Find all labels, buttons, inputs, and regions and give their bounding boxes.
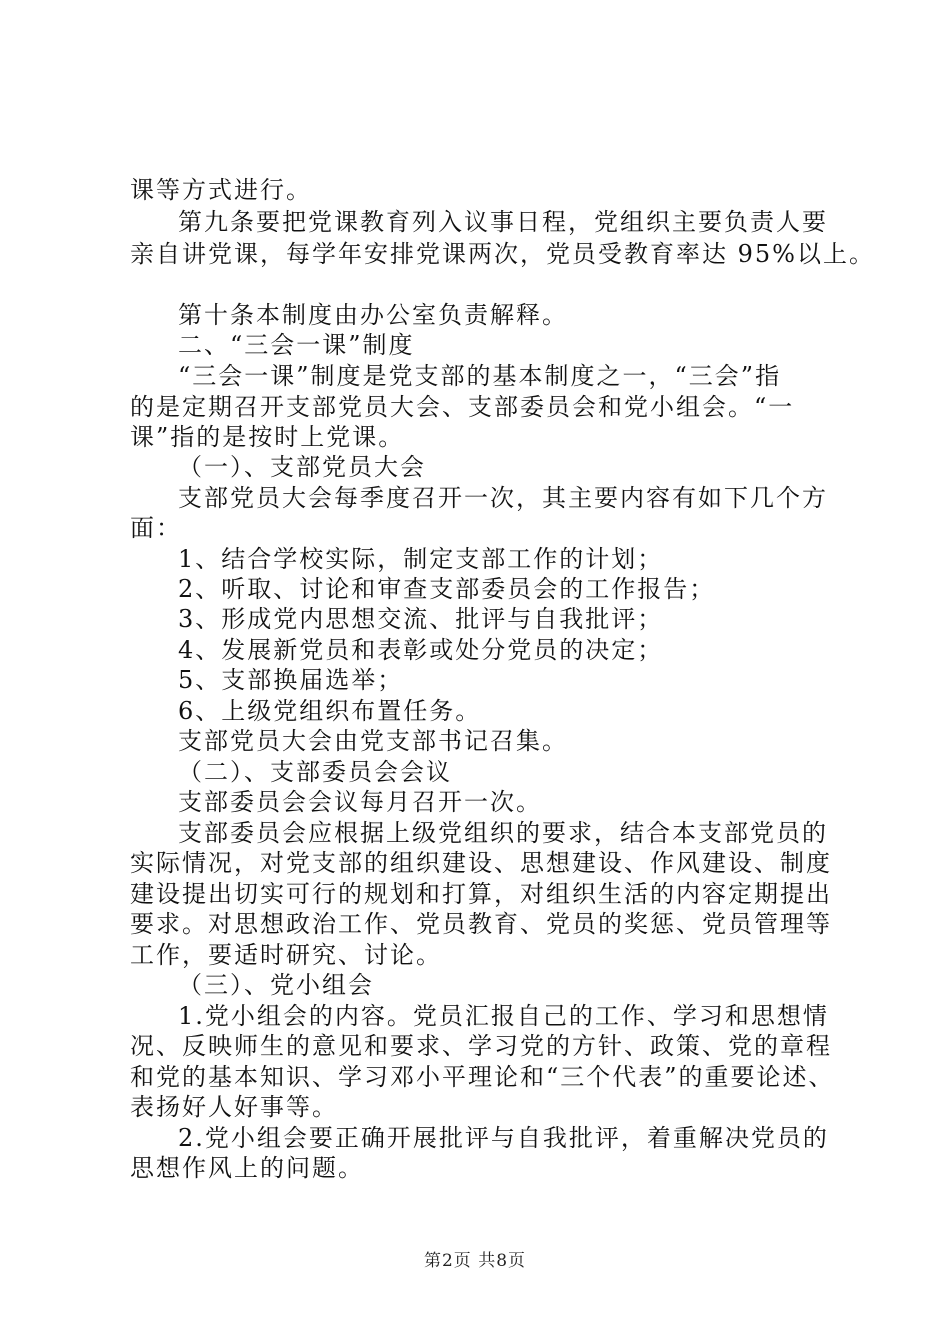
subsection-heading: （三）、党小组会	[178, 971, 374, 999]
text-line: 课”指的是按时上党课。	[130, 423, 405, 451]
subsection-heading: （一）、支部党员大会	[178, 453, 426, 481]
text-line: 面：	[130, 514, 182, 542]
text-line: 思想作风上的问题。	[130, 1154, 364, 1182]
list-item: 6、上级党组织布置任务。	[178, 697, 482, 725]
text-line: 表扬好人好事等。	[130, 1093, 338, 1121]
text-line: 2.党小组会要正确开展批评与自我批评，着重解决党员的	[178, 1124, 829, 1152]
text-line: 第十条本制度由办公室负责解释。	[178, 301, 568, 329]
text-line: 工作，要适时研究、讨论。	[130, 941, 442, 969]
text-line: 支部党员大会每季度召开一次，其主要内容有如下几个方	[178, 484, 828, 512]
text-line: 建设提出切实可行的规划和打算，对组织生活的内容定期提出	[130, 880, 832, 908]
list-item: 5、支部换届选举；	[178, 666, 404, 694]
text-line: 况、反映师生的意见和要求、学习党的方针、政策、党的章程	[130, 1032, 832, 1060]
list-item: 4、发展新党员和表彰或处分党员的决定；	[178, 636, 664, 664]
page-number: 第2页 共8页	[423, 1251, 527, 1271]
text-line: 课等方式进行。	[130, 176, 312, 204]
text-line: 和党的基本知识、学习邓小平理论和“三个代表”的重要论述、	[130, 1063, 835, 1091]
text-line: 第九条要把党课教育列入议事日程，党组织主要负责人要	[178, 208, 828, 236]
text-line: 支部党员大会由党支部书记召集。	[178, 727, 568, 755]
section-heading: 二、“三会一课”制度	[178, 331, 415, 359]
text-line: “三会一课”制度是党支部的基本制度之一，“三会”指	[178, 362, 782, 390]
text-line: 亲自讲党课，每学年安排党课两次，党员受教育率达 95%以上。	[130, 240, 875, 268]
list-item: 1、结合学校实际，制定支部工作的计划；	[178, 545, 664, 573]
text-line: 支部委员会应根据上级党组织的要求，结合本支部党员的	[178, 819, 828, 847]
text-line: 要求。对思想政治工作、党员教育、党员的奖惩、党员管理等	[130, 910, 832, 938]
subsection-heading: （二）、支部委员会会议	[178, 758, 452, 786]
list-item: 3、形成党内思想交流、批评与自我批评；	[178, 605, 664, 633]
list-item: 2、听取、讨论和审查支部委员会的工作报告；	[178, 575, 716, 603]
text-line: 支部委员会会议每月召开一次。	[178, 788, 542, 816]
text-line: 的是定期召开支部党员大会、支部委员会和党小组会。“一	[130, 393, 795, 421]
text-line: 1.党小组会的内容。党员汇报自己的工作、学习和思想情	[178, 1002, 829, 1030]
text-line: 实际情况，对党支部的组织建设、思想建设、作风建设、制度	[130, 849, 832, 877]
